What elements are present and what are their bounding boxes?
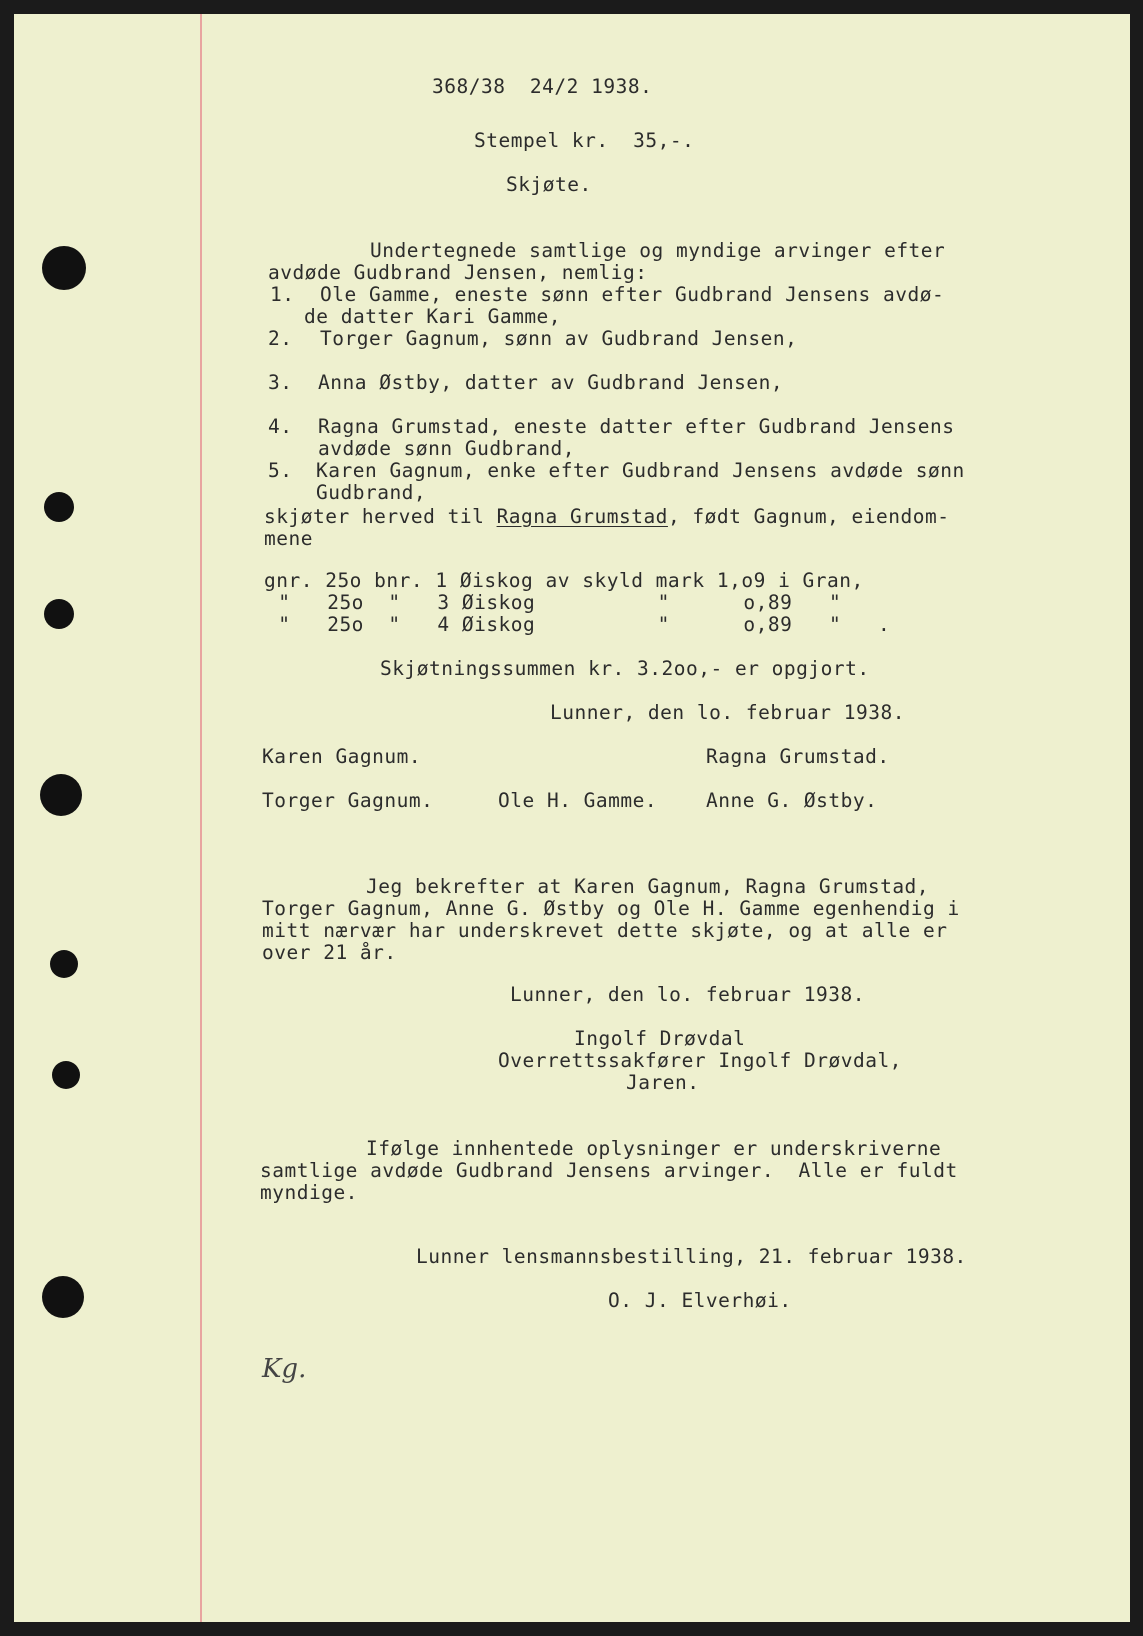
purchase-sum: Skjøtningssummen kr. 3.2oo,- er opgjort. bbox=[380, 657, 870, 680]
lawyer-place: Jaren. bbox=[626, 1071, 700, 1094]
reference-number: 368/38 24/2 1938. bbox=[432, 75, 653, 98]
heir-number: 4. bbox=[268, 415, 293, 438]
info-line: samtlige avdøde Gudbrand Jensens arvinger. Alle er fuldt bbox=[260, 1159, 958, 1182]
intro-line: Undertegnede samtlige og myndige arvinger efter bbox=[370, 239, 946, 262]
heir-text: de datter Kari Gamme, bbox=[304, 305, 562, 328]
sheriff-signature: O. J. Elverhøi. bbox=[608, 1289, 792, 1312]
info-line: Ifølge innhentede oplysninger er underskriverne bbox=[366, 1137, 942, 1160]
stamp-fee: Stempel kr. 35,-. bbox=[474, 129, 695, 152]
heir-number: 1. bbox=[270, 283, 295, 306]
punch-hole bbox=[44, 492, 74, 522]
heir-number: 2. bbox=[268, 327, 293, 350]
heir-text: Ole Gamme, eneste sønn efter Gudbrand Jensens avdø- bbox=[320, 283, 945, 306]
heir-number: 3. bbox=[268, 371, 293, 394]
property-line: " 25o " 3 Øiskog " o,89 " bbox=[266, 591, 842, 614]
conveyance-pre: skjøter herved til bbox=[264, 505, 497, 528]
punch-hole bbox=[42, 246, 86, 290]
conveyance-post: , født Gagnum, eiendom- bbox=[667, 505, 950, 528]
punch-hole bbox=[52, 1061, 80, 1089]
conveyance-line bbox=[264, 506, 949, 528]
heir-text: Torger Gagnum, sønn av Gudbrand Jensen, bbox=[320, 327, 798, 350]
info-line: myndige. bbox=[260, 1181, 358, 1204]
heir-number: 5. bbox=[268, 459, 293, 482]
attestation-line: mitt nærvær har underskrevet dette skjøte, og at alle er bbox=[262, 919, 948, 942]
place-date: Lunner, den lo. februar 1938. bbox=[550, 701, 905, 724]
signature-karen: Karen Gagnum. bbox=[262, 745, 422, 768]
heir-text: avdøde sønn Gudbrand, bbox=[318, 437, 576, 460]
signature-torger: Torger Gagnum. bbox=[262, 789, 434, 812]
heir-text: Ragna Grumstad, eneste datter efter Gudbrand Jensens bbox=[318, 415, 955, 438]
place-date: Lunner, den lo. februar 1938. bbox=[510, 983, 865, 1006]
document-title: Skjøte. bbox=[506, 173, 592, 196]
lawyer-title: Overrettssakfører Ingolf Drøvdal, bbox=[498, 1049, 902, 1072]
punch-hole bbox=[50, 950, 78, 978]
buyer-name: Ragna Grumstad bbox=[496, 505, 668, 528]
heir-text: Gudbrand, bbox=[316, 481, 427, 504]
punch-hole bbox=[42, 1276, 84, 1318]
punch-hole bbox=[40, 774, 82, 816]
document-page bbox=[14, 14, 1130, 1622]
heir-text: Karen Gagnum, enke efter Gudbrand Jensens avdøde sønn bbox=[316, 459, 965, 482]
sheriff-date: Lunner lensmannsbestilling, 21. februar 1938. bbox=[416, 1245, 967, 1268]
punch-hole bbox=[44, 599, 74, 629]
property-line: gnr. 25o bnr. 1 Øiskog av skyld mark 1,o9 i Gran, bbox=[264, 569, 864, 592]
heir-text: Anna Østby, datter av Gudbrand Jensen, bbox=[318, 371, 784, 394]
conveyance-line: mene bbox=[264, 527, 313, 550]
attestation-line: over 21 år. bbox=[262, 941, 397, 964]
margin-line bbox=[200, 14, 202, 1622]
signature-anne: Anne G. Østby. bbox=[706, 789, 878, 812]
attestation-line: Torger Gagnum, Anne G. Østby og Ole H. Gamme egenhendig i bbox=[262, 897, 960, 920]
attestation-line: Jeg bekrefter at Karen Gagnum, Ragna Grumstad, bbox=[366, 875, 930, 898]
signature-ragna: Ragna Grumstad. bbox=[706, 745, 890, 768]
lawyer-name: Ingolf Drøvdal bbox=[574, 1027, 746, 1050]
signature-ole: Ole H. Gamme. bbox=[498, 789, 658, 812]
intro-line: avdøde Gudbrand Jensen, nemlig: bbox=[268, 261, 648, 284]
handwritten-initials: Kg. bbox=[262, 1354, 307, 1384]
property-line: " 25o " 4 Øiskog " o,89 " . bbox=[266, 613, 891, 636]
